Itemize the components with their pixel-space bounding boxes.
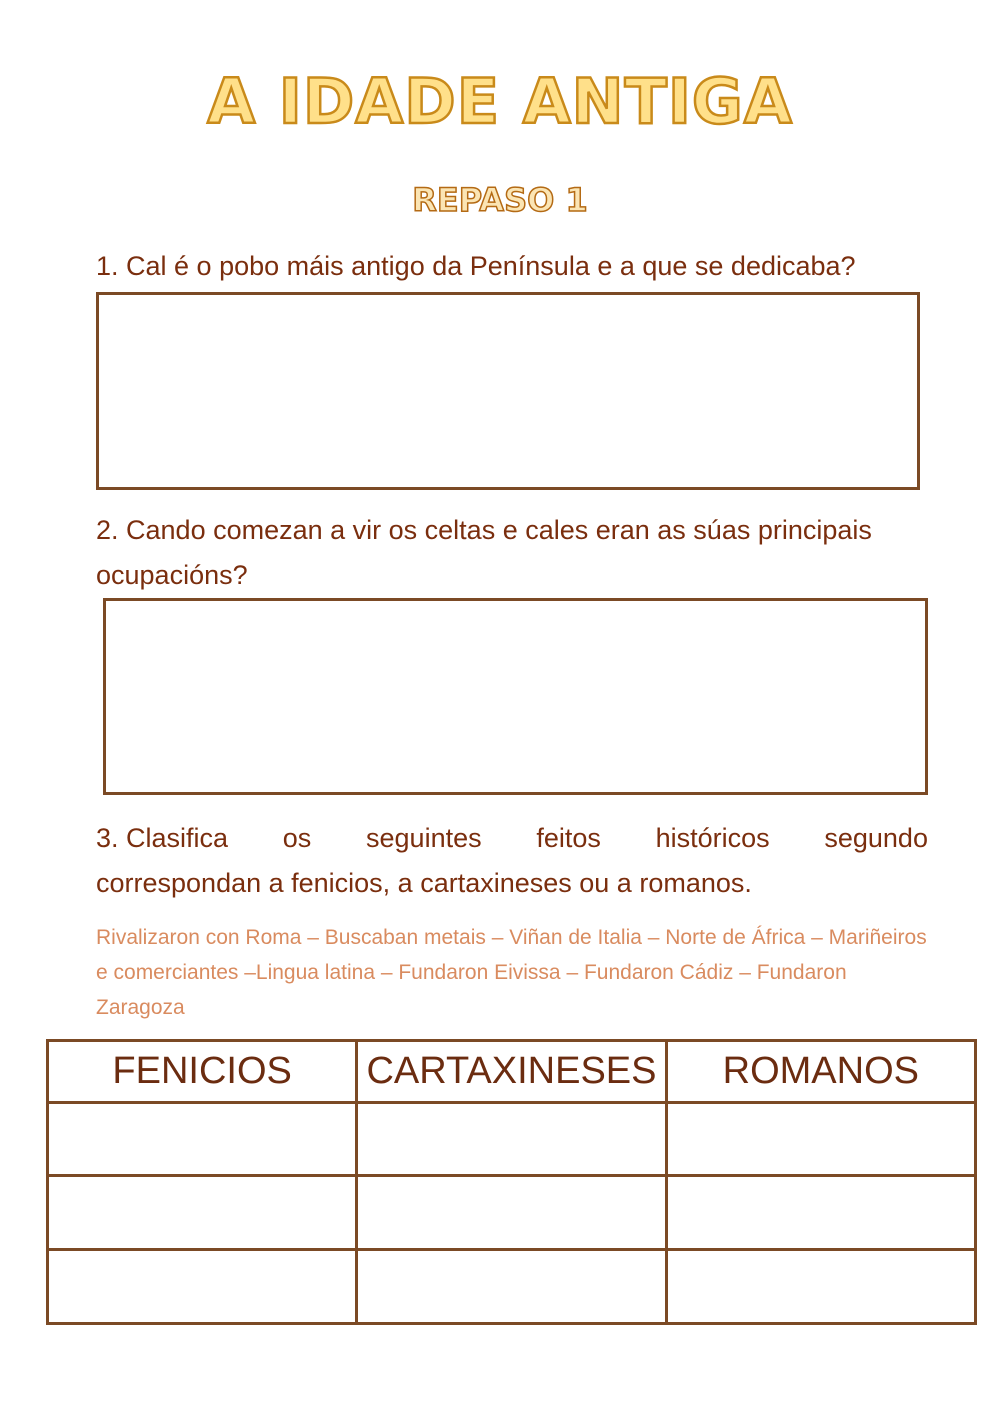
question-2: 2. Cando comezan a vir os celtas e cales eran as súas principais ocupacións? (96, 515, 872, 590)
answer-cell[interactable] (357, 1176, 666, 1250)
header-romanos: ROMANOS (666, 1041, 975, 1103)
question-3-word: históricos (655, 823, 770, 853)
answer-box-1[interactable] (96, 292, 920, 490)
table-row (48, 1102, 976, 1176)
question-3-word: os (282, 823, 312, 853)
question-3-word: seguintes (366, 823, 482, 853)
page-title: A IDADE ANTIGA (207, 65, 793, 138)
answer-cell[interactable] (666, 1176, 975, 1250)
answer-cell[interactable] (48, 1250, 357, 1324)
question-3-line-2: correspondan a fenicios, a cartaxineses ou a romanos. (96, 868, 752, 898)
header-cartaxineses: CARTAXINESES (357, 1041, 666, 1103)
answer-cell[interactable] (48, 1176, 357, 1250)
answer-cell[interactable] (357, 1250, 666, 1324)
question-3-line-1 (96, 816, 928, 861)
question-1: 1. Cal é o pobo máis antigo da Península e a que se dedicaba? (96, 251, 856, 281)
question-3 (96, 816, 928, 906)
question-3-word: feitos (536, 823, 601, 853)
word-bank: Rivalizaron con Roma – Buscaban metais – Viñan de Italia – Norte de África – Mariñeiros e comerciantes –Lingua latina – Fundaron Eivissa – Fundaron Cádiz – Fundaron Zaragoza (96, 926, 927, 1019)
classification-table (46, 1039, 977, 1325)
answer-cell[interactable] (48, 1102, 357, 1176)
table-header-row (48, 1041, 976, 1103)
table-row (48, 1250, 976, 1324)
question-3-word: segundo (824, 823, 928, 853)
table-row (48, 1176, 976, 1250)
answer-cell[interactable] (666, 1102, 975, 1176)
answer-box-2[interactable] (103, 598, 928, 795)
answer-cell[interactable] (357, 1102, 666, 1176)
page-subtitle: REPASO 1 (412, 181, 588, 219)
header-fenicios: FENICIOS (48, 1041, 357, 1103)
answer-cell[interactable] (666, 1250, 975, 1324)
question-3-word: 3. Clasifica (96, 823, 229, 853)
